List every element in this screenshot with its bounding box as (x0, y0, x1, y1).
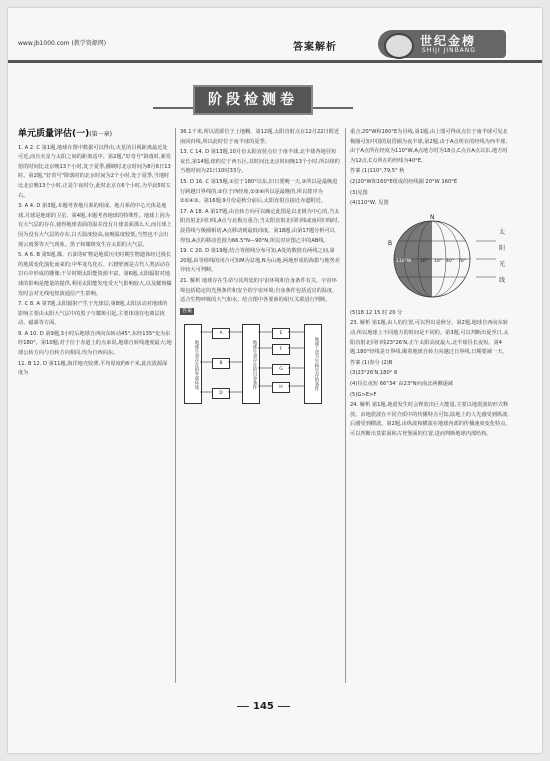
answer-paragraph: 1. A 2. C 第1题,地球在图中数据可以得出,火星的目视距离最近处可近,而且火星与太阳之间的距离适中。第2题,"好奇号"降落时,新发射的时间比北京晚13个小时,处于夏季,播映时北京时间为8月6日13时。第2题,"好奇号"降落时的北京时间为2个小时,处于夏季,当地时比北京晚13个小时,正是午夜时分,此时北京在6个小时,为早晨5时左右。 (18, 144, 172, 199)
globe-tick-label: 10° (434, 258, 442, 264)
sunlight-label: 太阳光线 (499, 228, 506, 284)
answer-line: (4)110°W, 见图 (350, 200, 389, 207)
globe-diagram (350, 211, 510, 307)
unit-title-text: 单元质量评估(一) (18, 129, 90, 139)
diagram-box-g: G (272, 364, 290, 375)
globe-tick-label: 70° (458, 258, 466, 264)
answer-label: 答案 (182, 307, 193, 314)
column-middle (180, 128, 340, 683)
answer-paragraph: 9. A 10. D 第9题,3小时后地球自西向东转动45°,东经135°变为东经180°。第10题,对于位于赤道上的点来说,地球自转线速度最大;地球公转方向与自转方向相同,均为自西向东。 (18, 330, 172, 357)
diagram-box-f: F (272, 344, 290, 355)
answer-paragraph: 11. B 12. D 第11题,海洋地壳较薄,平均厚度约6千米,此次震源深度为 (18, 360, 168, 377)
banner-title: 阶段检测卷 (193, 85, 313, 115)
brand-logo (378, 30, 506, 58)
diagram-box-b: B (212, 358, 230, 369)
column-divider (175, 128, 176, 683)
diagram-box-h: H (272, 382, 290, 393)
answer-paragraph: 17. A 18. A 第17题,由自转方向可以确定此图是以北极为中心的,当太阳直射北回归线,A点与北极点重合;当太阳直射北回归线或南回归线时,晨昏线与极圈相切,A点移动到最低纬度。第18题,由第17题分析可以得知,A点的移动范围为66.5°N—90°N,所以对应图乙中的AB线。 (180, 208, 340, 244)
diagram-box-a: A (212, 328, 230, 339)
diagram-box-d: D (212, 388, 230, 399)
answer-line: (3)见图 (350, 189, 368, 196)
answer-paragraph: 24. 解析 第1题,地震发生时会释放出巨大能量,主要以地震波的形式释放。由地震波在不同介质中的传播特点可知,陆地上的人先感受到纵波,后感受到横波。第2题,由纵波和横波在地球内部的传播速度变化特点,可以判断出莫霍面和古登堡面的位置,进而判断地球内部结构。 (350, 402, 509, 437)
brand-name-en: SHIJI JINBANG (422, 47, 476, 54)
answer-line: (3)23°26′N,180° 8 (350, 370, 398, 377)
answer-paragraph: 7. C 8. A 第7题,太阳辐射产生于光球层;第8题,太阳活动对地球的影响主要由太阳大气层中的黑子与耀斑引起,主要体现在电离层扰动、磁暴等方面。 (18, 301, 168, 327)
column-right (350, 128, 510, 683)
answer-line: (5)G>E>F (350, 391, 377, 398)
diagram-connectors (180, 320, 330, 410)
globe-tick-label: 20° (420, 258, 428, 264)
column-divider (345, 128, 346, 683)
globe-tick-label: 40° (446, 258, 454, 264)
brand-name-cn: 世纪金榜 (420, 34, 477, 48)
answer-paragraph: 5. A 6. B 第5题,煤、石油等矿物是地质历史时期生物遗体经过漫长的地质变化演化而来的;中华龙鸟化石、石窟壁画是古代人类活动在岩石中形成的雕像;干旱时期太阳能资源丰富。第6题,太阳辐射对地球的影响是能量的提供,利用太阳能发电受天气影响较大,以及耀斑爆发时会对无线电短波通信产生影响。 (18, 252, 172, 297)
header-section: 答案解析 (293, 42, 337, 53)
answer-paragraph: 36.1千米,所以震源位于上地幔。第12题,太阳直射点在12月22日附近南回归线,所以此时位于南半球的夏季。 (180, 129, 340, 145)
globe-tick-label: 110°W (396, 258, 412, 264)
book-page (8, 8, 542, 753)
banner-rule-left (153, 107, 193, 109)
diagram-right-box: 地球上适合生物生存的条件 (304, 324, 322, 404)
diagram-mid-box: 地球生命存在的自身条件 (242, 324, 260, 404)
answer-paragraph: 13. C 14. D 第13题,10月份太阳直射点位于南半球,北半球各地昼短夜长,第14题,纽约位于西五区,其时间比北京时间晚13个小时,所以纽约当地时间为21日10时33分。 (180, 149, 340, 175)
globe-svg (350, 211, 510, 307)
answer-line: 答案 (1)春分 (2)B (350, 359, 393, 366)
answer-paragraph: 21. 解析 地球存在生命与其所处的宇宙环境和自身条件有关。宇宙环境包括稳定的光照条件和安全的宇宙环境;自身条件包括适宜的温度、适合生物呼吸的大气和水。结合图中各要素的相互关联进行判断。 (180, 277, 338, 304)
section-banner (153, 85, 353, 115)
answer-paragraph: 重合,20°W和160°E为昼线,第1题,由上图可得该点位于南半球可见北极圈可知中国的晨昏圈为夜半球,第2题,由于A点所在的经线为西半球,由于A点所在经度为110°W,A点地方时为18点,C点在A点以东,地方时为12点,C点所在的经线为40°E。 (350, 129, 508, 164)
answer-paragraph: 23. 解析 第1题,由人的位置,可以得出是秋分。第2题,地球自西向东转动,所以地球上不同地方的时间是不同的。第3题,可以判断出夏至日,太阳直射北回归线23°26′N,正午太阳高度最大,北半球昼长夜短。第4题,180°经线是日界线,顺着地球自转方向越过日界线,日期要减一天。 (350, 320, 509, 356)
globe-point-b-label: B (388, 239, 393, 247)
logo-emblem-icon (384, 33, 414, 59)
answer-line: 答案 (1)110°,79,5° 秋 (350, 168, 405, 175)
answer-line: (2)20°W和160°E组成的经线圈 20°W 160°E (350, 178, 458, 185)
answer-paragraph: 3. A 4. D 第3题,本题考查地月系的组成。地月系的中心天体是地球,月球是地球的卫星。第4题,本题考查地球的特殊性。地球上因为有大气层的存在,使得地球表面的温差没有月球表面那么大,而月球上因为没有大气层的存在,白天温度较高,夜晚温度较低,当然也不会出现云雨雾等天气现象。黑子和耀斑发生在太阳的大气层。 (18, 203, 172, 248)
unit-title (18, 130, 172, 140)
banner-rule-right (313, 107, 353, 109)
diagram-left-box: 地球生命存在的外部环境 (184, 324, 202, 404)
life-conditions-diagram (180, 320, 340, 416)
answer-paragraph: 15. D 16. C 第15题,①位于180°以东,旧日要晚一天,③所以是最晚进行跨越日界线的,②位于西经度,②③④所以是最晚的,所以排序为②①④③。第16题,9月份是秋分前后,太阳直射点接近赤道附近。 (180, 178, 338, 205)
answer-paragraph: 19. C 20. D 第19题,结合等值线分布可知,A处的数值在两线之间,第20题,由等值线的闭合可知M为盆地,N为山地,两地形成的海拔与地势差异较大可判断。 (180, 248, 340, 274)
page-number: 145 (233, 701, 294, 712)
unit-title-sub: (第一章) (89, 131, 112, 138)
answer-line: (5)18 12 15 时 20 分 (350, 309, 403, 316)
header-url: www.jb1000.com (教学资源网) (18, 40, 107, 47)
column-left (18, 128, 172, 683)
diagram-box-e: E (272, 328, 290, 339)
page-header (8, 26, 542, 63)
globe-north-label: N (430, 213, 435, 221)
answer-line: (4)昼长夜短 66°34′ 由23°N向南北两侧递减 (350, 380, 453, 387)
